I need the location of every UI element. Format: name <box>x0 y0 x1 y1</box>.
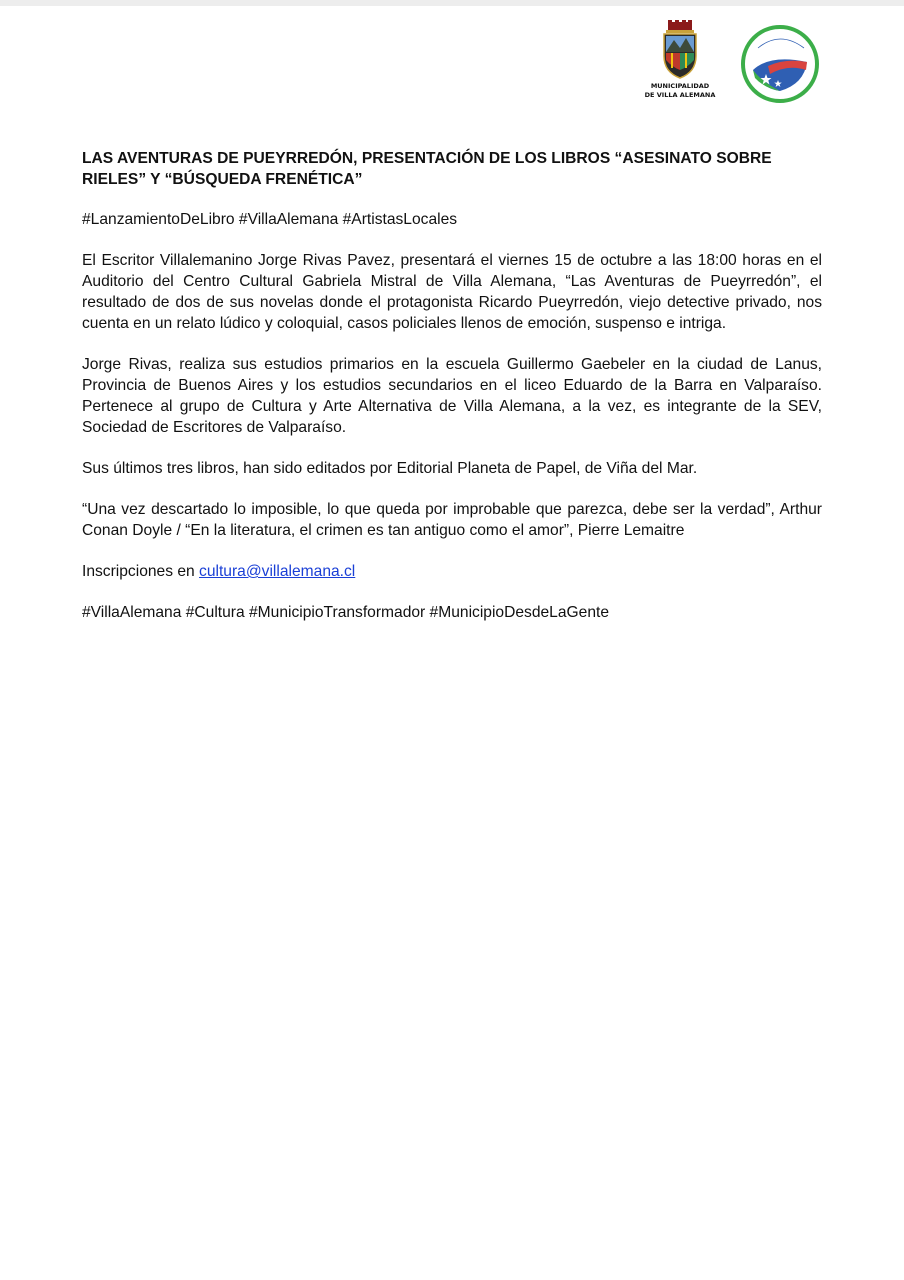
environmental-certification-logo <box>740 24 820 104</box>
paragraph-publisher: Sus últimos tres libros, han sido editados por Editorial Planeta de Papel, de Viña del Mar. <box>82 460 698 477</box>
inscriptions-line <box>82 561 822 582</box>
quote-paragraph: “Una vez descartado lo imposible, lo que queda por improbable que parezca, debe ser la verdad”, Arthur Conan Doyle / “En la literatura, el crimen es tan antiguo como el amor”, Pierre Lemaitre <box>82 501 822 539</box>
coat-of-arms-icon <box>656 20 704 80</box>
article-title: LAS AVENTURAS DE PUEYRREDÓN, PRESENTACIÓN DE LOS LIBROS “ASESINATO SOBRE RIELES” Y “BÚSQUEDA FRENÉTICA” <box>82 150 772 188</box>
paragraph-event: El Escritor Villalemanino Jorge Rivas Pavez, presentará el viernes 15 de octubre a las 18:00 horas en el Auditorio del Centro Cultural Gabriela Mistral de Villa Alemana, “Las Aventuras de Pueyrredón”, el resultado de dos de sus novelas donde el protagonista Ricardo Pueyrredón, viejo detective privado, nos cuenta en un relato lúdico y coloquial, casos policiales llenos de emoción, suspenso e intriga. <box>82 252 822 332</box>
certification-seal-icon <box>740 24 820 104</box>
hashtags-top: #LanzamientoDeLibro #VillaAlemana #ArtistasLocales <box>82 211 458 228</box>
municipality-logo <box>640 20 720 110</box>
inscriptions-email-link[interactable]: cultura@villalemana.cl <box>199 563 356 580</box>
press-release <box>82 148 822 643</box>
paragraph-biography: Jorge Rivas, realiza sus estudios primarios en la escuela Guillermo Gaebeler en la ciudad de Lanus, Provincia de Buenos Aires y los estudios secundarios en el liceo Eduardo de la Barra en Valparaíso. Pertenece al grupo de Cultura y Arte Alternativa de Villa Alemana, a la vez, es integrante de la SEV, Sociedad de Escritores de Valparaíso. <box>82 356 822 436</box>
header-logos <box>640 20 830 110</box>
hashtags-bottom: #VillaAlemana #Cultura #MunicipioTransformador #MunicipioDesdeLaGente <box>82 604 610 621</box>
top-bar <box>0 0 904 6</box>
inscriptions-label: Inscripciones en <box>82 563 195 580</box>
municipality-logo-text: MUNICIPALIDAD DE VILLA ALEMANA <box>644 82 716 99</box>
